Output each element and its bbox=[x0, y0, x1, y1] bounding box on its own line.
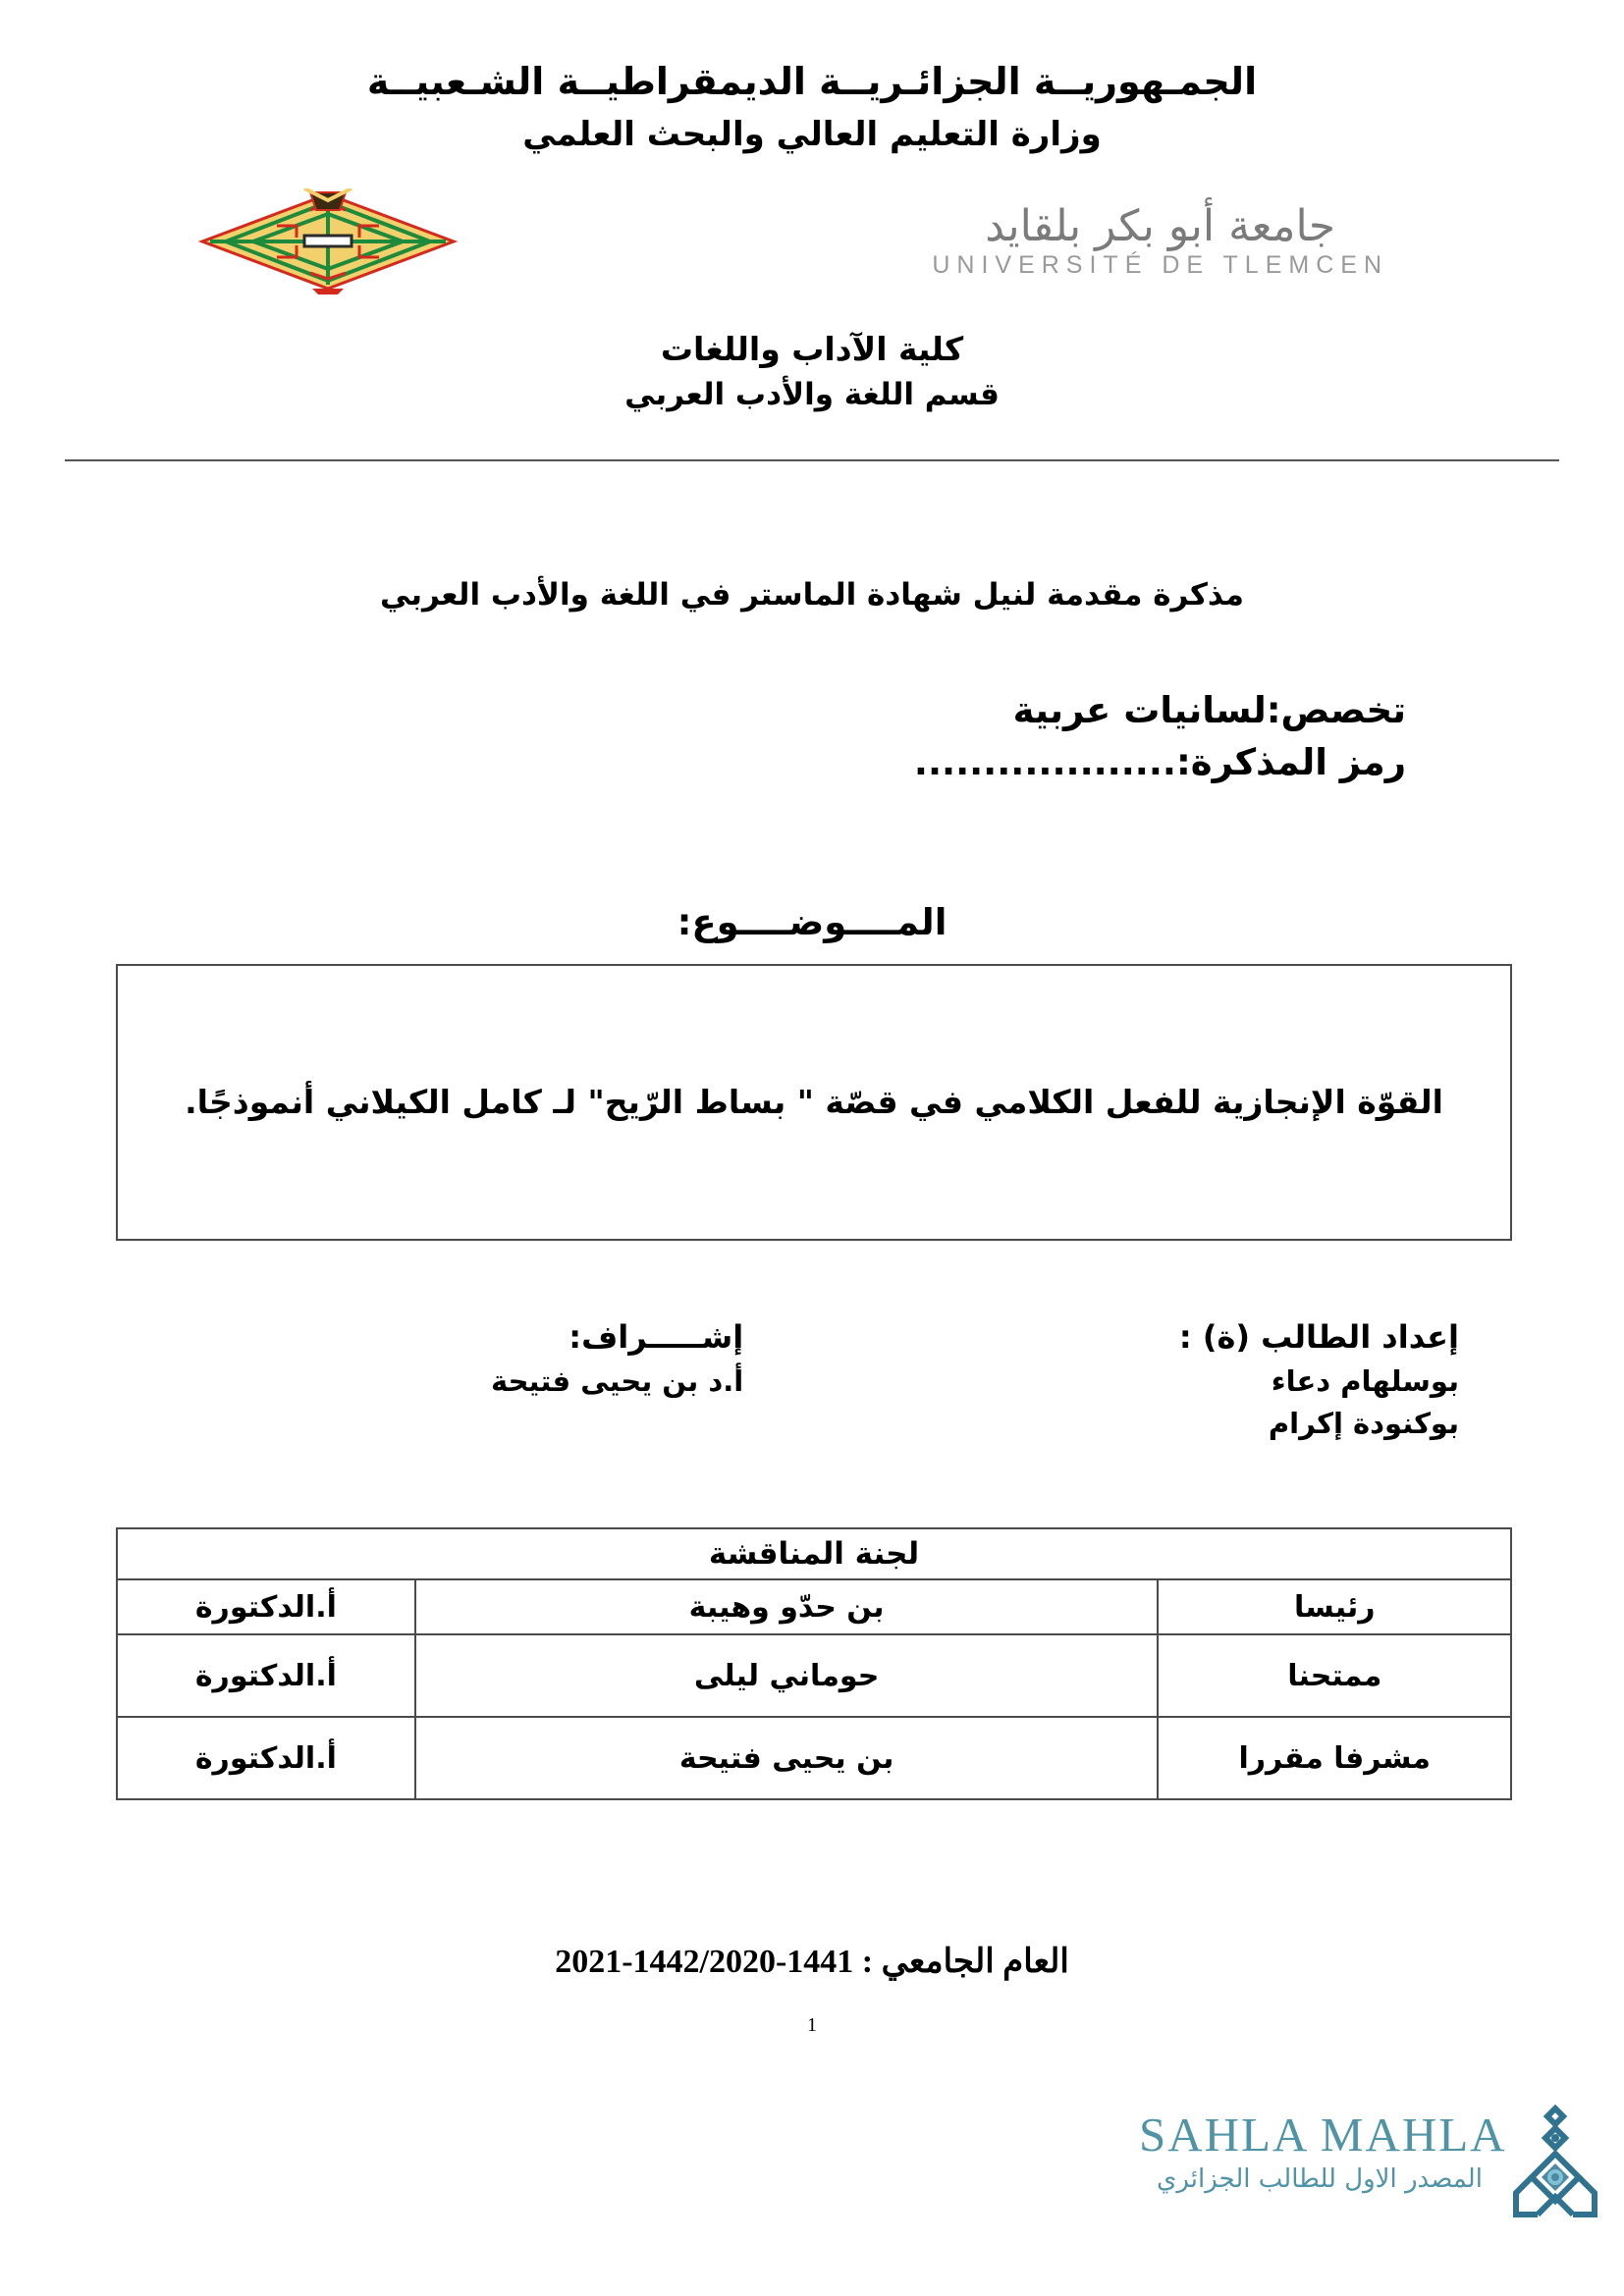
jury-table-title: لجنة المناقشة bbox=[117, 1528, 1511, 1579]
degree-statement: مذكرة مقدمة لنيل شهادة الماستر في اللغة والأدب العربي bbox=[380, 577, 1244, 613]
student-name: بوسلهام دعاء bbox=[1271, 1364, 1459, 1398]
watermark-subtitle: المصدر الاول للطالب الجزائري bbox=[1157, 2164, 1483, 2194]
jury-rank: أ.الدكتورة bbox=[117, 1579, 415, 1634]
document-header bbox=[0, 57, 1624, 158]
jury-name: حوماني ليلى bbox=[415, 1634, 1159, 1717]
students-heading: إعداد الطالب (ة) : bbox=[1178, 1318, 1459, 1356]
student-name: بوكنودة إكرام bbox=[1268, 1406, 1459, 1440]
sahla-mahla-watermark bbox=[1139, 2110, 1610, 2268]
university-logo-row bbox=[0, 201, 1624, 312]
table-row bbox=[117, 1717, 1511, 1799]
page-number: 1 bbox=[807, 2014, 817, 2036]
jury-role: ممتحنا bbox=[1158, 1634, 1511, 1717]
jury-role: رئيسا bbox=[1158, 1579, 1511, 1634]
jury-table-title-row bbox=[117, 1528, 1511, 1579]
jury-role: مشرفا مقررا bbox=[1158, 1717, 1511, 1799]
supervisor-heading: إشـــــراف: bbox=[568, 1318, 744, 1356]
academic-year: العام الجامعي : 1441-1442/2020-2021 bbox=[555, 1944, 1069, 1980]
university-name-french: UNIVERSITÉ DE TLEMCEN bbox=[932, 251, 1388, 280]
specialization-line: تخصص:لسانيات عربية bbox=[1012, 689, 1406, 731]
faculty-line: كلية الآداب واللغات bbox=[660, 330, 964, 368]
supervisor-block bbox=[491, 1313, 743, 1403]
memo-code-line: رمز المذكرة:................... bbox=[913, 740, 1406, 783]
watermark-title: SAHLA MAHLA bbox=[1139, 2108, 1507, 2162]
header-divider bbox=[65, 459, 1559, 461]
jury-name: بن حدّو وهيبة bbox=[415, 1579, 1159, 1634]
jury-table bbox=[116, 1527, 1512, 1800]
table-row bbox=[117, 1579, 1511, 1634]
republic-line: الجمـهوريــة الجزائـريــة الديمقراطيــة الشـعبيــة bbox=[366, 60, 1258, 103]
jury-rank: أ.الدكتورة bbox=[117, 1634, 415, 1717]
department-line: قسم اللغة والأدب العربي bbox=[624, 376, 1000, 412]
university-name-arabic: جامعة أبو بكر بلقايد bbox=[985, 201, 1336, 251]
sahla-mahla-logo-icon bbox=[1504, 2103, 1606, 2228]
university-emblem-icon bbox=[194, 188, 461, 294]
university-logotype bbox=[932, 201, 1388, 280]
supervisor-name: أ.د بن يحيى فتيحة bbox=[491, 1364, 744, 1398]
thesis-title: القوّة الإنجازية للفعل الكلامي في قصّة " بساط الرّيح" لـ كامل الكيلاني أنموذجًا. bbox=[185, 1082, 1443, 1121]
thesis-title-box bbox=[116, 964, 1512, 1241]
jury-rank: أ.الدكتورة bbox=[117, 1717, 415, 1799]
subject-heading: المــــوضــــوع: bbox=[677, 901, 947, 943]
watermark-text bbox=[1139, 2108, 1507, 2194]
specialization-block bbox=[914, 685, 1406, 788]
students-block bbox=[1179, 1313, 1459, 1445]
jury-name: بن يحيى فتيحة bbox=[415, 1717, 1159, 1799]
ministry-line: وزارة التعليم العالي والبحث العلمي bbox=[522, 115, 1102, 155]
people-block bbox=[116, 1313, 1512, 1490]
table-row bbox=[117, 1634, 1511, 1717]
faculty-block bbox=[0, 326, 1624, 417]
